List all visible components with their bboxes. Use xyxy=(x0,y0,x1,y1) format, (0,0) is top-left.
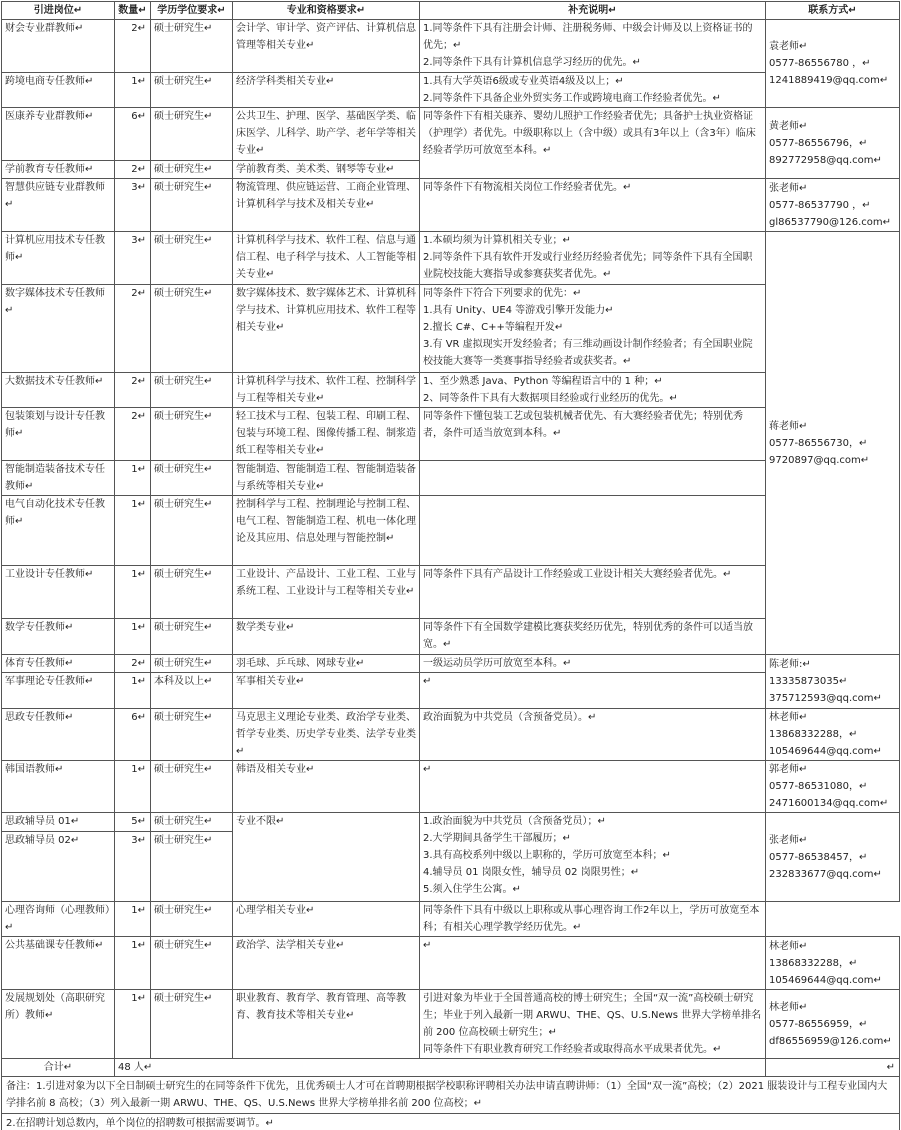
degree-cell: 本科及以上↵ xyxy=(151,673,233,709)
table-row xyxy=(2,496,900,566)
note-cell: 1.政治面貌为中共党员（含预备党员）；↵ 2.大学期间具备学生干部履历；↵ 3.具有高校系列中级以上职称的，学历可放宽至本科；↵ 4.辅导员 01 岗限女性，辅导员 02 岗限男性；↵ 5.须入住学生公寓。↵ xyxy=(420,813,766,902)
contact-cell: 黄老师↵ 0577-86556796，↵ 892772958@qq.com↵ xyxy=(766,108,900,179)
post-cell: 思政辅导员 02↵ xyxy=(2,832,115,902)
table-row xyxy=(2,619,900,655)
table-row xyxy=(2,937,900,990)
contact-cell: 张老师↵ 0577-86538457，↵ 232833677@qq.com↵ xyxy=(766,813,900,902)
note-cell: 同等条件下具有产品设计工作经验或工业设计相关大赛经验者优先。↵ xyxy=(420,566,766,619)
degree-cell: 硕士研究生↵ xyxy=(151,108,233,161)
degree-cell: 硕士研究生↵ xyxy=(151,285,233,373)
note-cell: 1.同等条件下具有注册会计师、注册税务师、中级会计师及以上资格证书的优先；↵ 2.同等条件下具有计算机信息学习经历的优先。↵ xyxy=(420,20,766,73)
contact-cell: 张老师↵ 0577-86537790 ，↵ gl86537790@126.com↵ xyxy=(766,179,900,232)
note-row xyxy=(2,1077,900,1114)
post-cell: 计算机应用技术专任教师↵ xyxy=(2,232,115,285)
header-quantity: 数量↵ xyxy=(115,2,151,20)
contact-cell: 蒋老师↵ 0577-86556730，↵ 9720897@qq.com↵ xyxy=(766,232,900,655)
table-row xyxy=(2,232,900,285)
total-value: 48 人↵ xyxy=(115,1059,766,1077)
table-row xyxy=(2,108,900,161)
degree-cell: 硕士研究生↵ xyxy=(151,655,233,673)
contact-cell: 袁老师↵ 0577-86556780 ，↵ 1241889419@qq.com↵ xyxy=(766,20,900,108)
note-cell: ↵ xyxy=(420,761,766,813)
major-cell: 专业不限↵ xyxy=(233,813,420,902)
degree-cell: 硕士研究生↵ xyxy=(151,161,233,179)
table-row xyxy=(2,285,900,373)
quantity-cell: 1↵ xyxy=(115,990,151,1059)
degree-cell: 硕士研究生↵ xyxy=(151,232,233,285)
post-cell: 军事理论专任教师↵ xyxy=(2,673,115,709)
note-cell: 同等条件下有物流相关岗位工作经验者优先。↵ xyxy=(420,179,766,232)
note-cell: 同等条件下符合下列要求的优先：↵ 1.具有 Unity、UE4 等游戏引擎开发能力↵ 2.擅长 C#、C++等编程开发↵ 3.有 VR 虚拟现实开发经验者；有三维动画设计制作经验者；有全国职业院校技能大赛等一类赛事指导经验者或获奖者。↵ xyxy=(420,285,766,373)
post-cell: 智慧供应链专业群教师↵ xyxy=(2,179,115,232)
table-row xyxy=(2,655,900,673)
note-text: 备注：1.引进对象为以下全日制硕士研究生的在同等条件下优先，且优秀硕士人才可在首聘期根据学校职称评聘相关办法申请直聘讲师：（1）全国“双一流”高校；（2）2021 服装设计与工程专业国内大学排名前 8 高校；（3）列入最新一期 ARWU、THE、QS、U.S.News 世界大学榜单排名前 200 位高校；↵ xyxy=(2,1077,900,1114)
degree-cell: 硕士研究生↵ xyxy=(151,902,233,937)
table-row xyxy=(2,179,900,232)
post-cell: 跨境电商专任教师↵ xyxy=(2,73,115,108)
table-row xyxy=(2,813,900,832)
major-cell: 工业设计、产品设计、工业工程、工业与系统工程、工业设计与工程等相关专业↵ xyxy=(233,566,420,619)
total-label: 合计↵ xyxy=(2,1059,115,1077)
header-post: 引进岗位↵ xyxy=(2,2,115,20)
post-cell: 韩国语教师↵ xyxy=(2,761,115,813)
major-cell: 军事相关专业↵ xyxy=(233,673,420,709)
degree-cell: 硕士研究生↵ xyxy=(151,990,233,1059)
note-cell: 一级运动员学历可放宽至本科。↵ xyxy=(420,655,766,673)
note-cell: 1.具有大学英语6级或专业英语4级及以上；↵ 2.同等条件下具备企业外贸实务工作或跨境电商工作经验者优先。↵ xyxy=(420,73,766,108)
post-cell: 心理咨询师（心理教师）↵ xyxy=(2,902,115,937)
major-cell: 政治学、法学相关专业↵ xyxy=(233,937,420,990)
major-cell: 韩语及相关专业↵ xyxy=(233,761,420,813)
table-row xyxy=(2,990,900,1059)
degree-cell: 硕士研究生↵ xyxy=(151,566,233,619)
table-row xyxy=(2,566,900,619)
post-cell: 思政辅导员 01↵ xyxy=(2,813,115,832)
contact-cell: 林老师↵ 0577-86556959，↵ df86556959@126.com↵ xyxy=(766,990,900,1059)
degree-cell: 硕士研究生↵ xyxy=(151,832,233,902)
major-cell: 羽毛球、乒乓球、网球专业↵ xyxy=(233,655,420,673)
note-cell: 1.本硕均须为计算机相关专业；↵ 2.同等条件下具有软件开发或行业经历经验者优先；同等条件下具有全国职业院校技能大赛指导或参赛获奖者优先。↵ xyxy=(420,232,766,285)
quantity-cell: 1↵ xyxy=(115,761,151,813)
major-cell: 物流管理、供应链运营、工商企业管理、计算机科学与技术及相关专业↵ xyxy=(233,179,420,232)
degree-cell: 硕士研究生↵ xyxy=(151,20,233,73)
major-cell: 控制科学与工程、控制理论与控制工程、电气工程、智能制造工程、机电一体化理论及其应用、信息处理与智能控制↵ xyxy=(233,496,420,566)
major-cell: 轻工技术与工程、包装工程、印刷工程、包装与环境工程、图像传播工程、制浆造纸工程等相关专业↵ xyxy=(233,408,420,461)
degree-cell: 硕士研究生↵ xyxy=(151,408,233,461)
major-cell: 职业教育、教育学、教育管理、高等教育、教育技术等相关专业↵ xyxy=(233,990,420,1059)
note-cell: ↵ xyxy=(420,937,766,990)
header-contact: 联系方式↵ xyxy=(766,2,900,20)
major-cell: 智能制造、智能制造工程、智能制造装备与系统等相关专业↵ xyxy=(233,461,420,496)
table-row xyxy=(2,902,900,937)
post-cell: 大数据技术专任教师↵ xyxy=(2,373,115,408)
table-row xyxy=(2,373,900,408)
quantity-cell: 5↵ xyxy=(115,813,151,832)
degree-cell: 硕士研究生↵ xyxy=(151,937,233,990)
post-cell: 发展规划处（高职研究所）教师↵ xyxy=(2,990,115,1059)
post-cell: 学前教育专任教师↵ xyxy=(2,161,115,179)
post-cell: 数学专任教师↵ xyxy=(2,619,115,655)
major-cell: 计算机科学与技术、软件工程、信息与通信工程、电子科学与技术、人工智能等相关专业↵ xyxy=(233,232,420,285)
note-cell: 同等条件下有相关康养、婴幼儿照护工作经验者优先；具备护士执业资格证（护理学）者优先。中级职称以上（含中级）或具有3年以上（含3年）临床经验者学历可放宽至本科。↵ xyxy=(420,108,766,179)
post-cell: 财会专业群教师↵ xyxy=(2,20,115,73)
note-cell xyxy=(420,461,766,496)
quantity-cell: 6↵ xyxy=(115,709,151,761)
degree-cell: 硕士研究生↵ xyxy=(151,179,233,232)
quantity-cell: 2↵ xyxy=(115,655,151,673)
quantity-cell: 1↵ xyxy=(115,937,151,990)
total-mark: ↵ xyxy=(766,1059,900,1077)
table-row xyxy=(2,761,900,813)
note-cell: 1、至少熟悉 Java、Python 等编程语言中的 1 种；↵ 2、同等条件下具有大数据项目经验或行业经历的优先。↵ xyxy=(420,373,766,408)
post-cell: 智能制造装备技术专任教师↵ xyxy=(2,461,115,496)
quantity-cell: 3↵ xyxy=(115,232,151,285)
degree-cell: 硕士研究生↵ xyxy=(151,813,233,832)
post-cell: 数字媒体技术专任教师↵ xyxy=(2,285,115,373)
note-cell xyxy=(420,496,766,566)
quantity-cell: 1↵ xyxy=(115,461,151,496)
quantity-cell: 1↵ xyxy=(115,902,151,937)
quantity-cell: 6↵ xyxy=(115,108,151,161)
major-cell: 计算机科学与技术、软件工程、控制科学与工程等相关专业↵ xyxy=(233,373,420,408)
major-cell: 学前教育类、美术类、钢琴等专业↵ xyxy=(233,161,420,179)
major-cell: 数字媒体技术、数字媒体艺术、计算机科学与技术、计算机应用技术、软件工程等相关专业↵ xyxy=(233,285,420,373)
header-major: 专业和资格要求↵ xyxy=(233,2,420,20)
quantity-cell: 2↵ xyxy=(115,20,151,73)
major-cell: 心理学相关专业↵ xyxy=(233,902,420,937)
quantity-cell: 2↵ xyxy=(115,408,151,461)
degree-cell: 硕士研究生↵ xyxy=(151,761,233,813)
table-row xyxy=(2,73,900,108)
quantity-cell: 1↵ xyxy=(115,566,151,619)
quantity-cell: 1↵ xyxy=(115,496,151,566)
contact-cell: 林老师↵ 13868332288，↵ 105469644@qq.com↵ xyxy=(766,709,900,761)
quantity-cell: 1↵ xyxy=(115,673,151,709)
note-cell: 引进对象为毕业于全国普通高校的博士研究生；全国“双一流”高校硕士研究生；毕业于列入最新一期 ARWU、THE、QS、U.S.News 世界大学榜单排名前 200 位高校硕士研究生；↵ 同等条件下有职业教育研究工作经验者或取得高水平成果者优先。↵ xyxy=(420,990,766,1059)
table-row xyxy=(2,461,900,496)
post-cell: 公共基础课专任教师↵ xyxy=(2,937,115,990)
post-cell: 包装策划与设计专任教师↵ xyxy=(2,408,115,461)
degree-cell: 硕士研究生↵ xyxy=(151,461,233,496)
degree-cell: 硕士研究生↵ xyxy=(151,496,233,566)
degree-cell: 硕士研究生↵ xyxy=(151,73,233,108)
major-cell: 数学类专业↵ xyxy=(233,619,420,655)
table-row xyxy=(2,408,900,461)
quantity-cell: 3↵ xyxy=(115,832,151,902)
table-row xyxy=(2,20,900,73)
major-cell: 马克思主义理论专业类、政治学专业类、哲学专业类、历史学专业类、法学专业类↵ xyxy=(233,709,420,761)
note-cell: 同等条件下懂包装工艺或包装机械者优先、有大赛经验者优先；特别优秀者，条件可适当放宽到本科。↵ xyxy=(420,408,766,461)
degree-cell: 硕士研究生↵ xyxy=(151,709,233,761)
post-cell: 思政专任教师↵ xyxy=(2,709,115,761)
major-cell: 经济学科类相关专业↵ xyxy=(233,73,420,108)
quantity-cell: 2↵ xyxy=(115,373,151,408)
note-cell: 同等条件下具有中级以上职称或从事心理咨询工作2年以上，学历可放宽至本科；有相关心理学教学经历优先。↵ xyxy=(420,902,766,937)
degree-cell: 硕士研究生↵ xyxy=(151,619,233,655)
contact-cell: 林老师↵ 13868332288，↵ 105469644@qq.com↵ xyxy=(766,937,900,990)
post-cell: 电气自动化技术专任教师↵ xyxy=(2,496,115,566)
major-cell: 会计学、审计学、资产评估、计算机信息管理等相关专业↵ xyxy=(233,20,420,73)
post-cell: 工业设计专任教师↵ xyxy=(2,566,115,619)
table-row xyxy=(2,709,900,761)
note-cell: ↵ xyxy=(420,673,766,709)
degree-cell: 硕士研究生↵ xyxy=(151,373,233,408)
header-note: 补充说明↵ xyxy=(420,2,766,20)
header-degree: 学历学位要求↵ xyxy=(151,2,233,20)
major-cell: 公共卫生、护理、医学、基础医学类、临床医学、儿科学、助产学、老年学等相关专业↵ xyxy=(233,108,420,161)
note-cell: 政治面貌为中共党员（含预备党员）。↵ xyxy=(420,709,766,761)
table-row xyxy=(2,673,900,709)
post-cell: 体育专任教师↵ xyxy=(2,655,115,673)
quantity-cell: 1↵ xyxy=(115,619,151,655)
note-text: 2.在招聘计划总数内，单个岗位的招聘数可根据需要调节。↵ xyxy=(2,1114,900,1130)
note-cell: 同等条件下有全国数学建模比赛获奖经历优先，特别优秀的条件可以适当放宽。↵ xyxy=(420,619,766,655)
post-cell: 医康养专业群教师↵ xyxy=(2,108,115,161)
contact-cell: 郭老师↵ 0577-86531080，↵ 2471600134@qq.com↵ xyxy=(766,761,900,813)
total-row xyxy=(2,1059,900,1077)
quantity-cell: 1↵ xyxy=(115,73,151,108)
note-row xyxy=(2,1114,900,1130)
table-header-row xyxy=(2,2,900,20)
contact-cell: 陈老师:↵ 13335873035↵ 375712593@qq.com↵ xyxy=(766,655,900,709)
quantity-cell: 2↵ xyxy=(115,285,151,373)
recruitment-table xyxy=(1,1,900,1130)
quantity-cell: 2↵ xyxy=(115,161,151,179)
quantity-cell: 3↵ xyxy=(115,179,151,232)
